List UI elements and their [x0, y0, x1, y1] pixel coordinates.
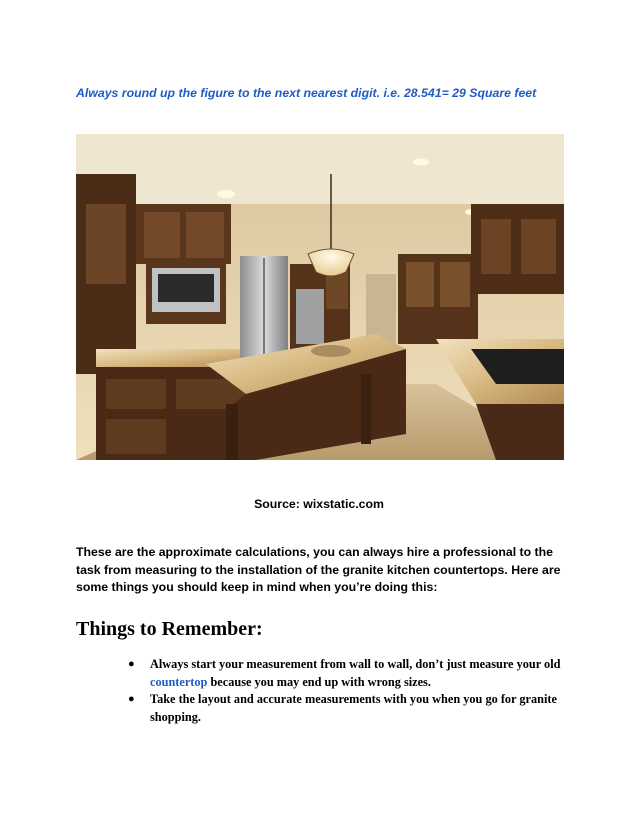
rounding-note: Always round up the figure to the next nearest digit. i.e. 28.541= 29 Square feet [76, 86, 537, 100]
intro-paragraph: These are the approximate calculations, you can always hire a professional to the task from measuring to the installation of the granite kitchen countertops. Here are some things you should keep in mind when you’re doing this: [76, 545, 561, 594]
kitchen-photo [76, 134, 564, 460]
bullet-icon: ● [128, 658, 135, 670]
list-item [128, 656, 578, 691]
countertop-link[interactable]: countertop [150, 674, 208, 689]
list-item-text: Take the layout and accurate measurements with you when you go for granite shopping. [150, 692, 557, 724]
image-source-caption: Source: wixstatic.com [254, 497, 384, 511]
kitchen-illustration [76, 134, 564, 460]
bullet-icon: ● [128, 693, 135, 705]
section-heading: Things to Remember: [76, 618, 263, 640]
list-item-text: because you may end up with wrong sizes. [207, 674, 431, 689]
list-item-text: Always start your measurement from wall to wall, don’t just measure your old [150, 657, 561, 671]
tips-list [128, 656, 578, 726]
list-item [128, 691, 578, 726]
